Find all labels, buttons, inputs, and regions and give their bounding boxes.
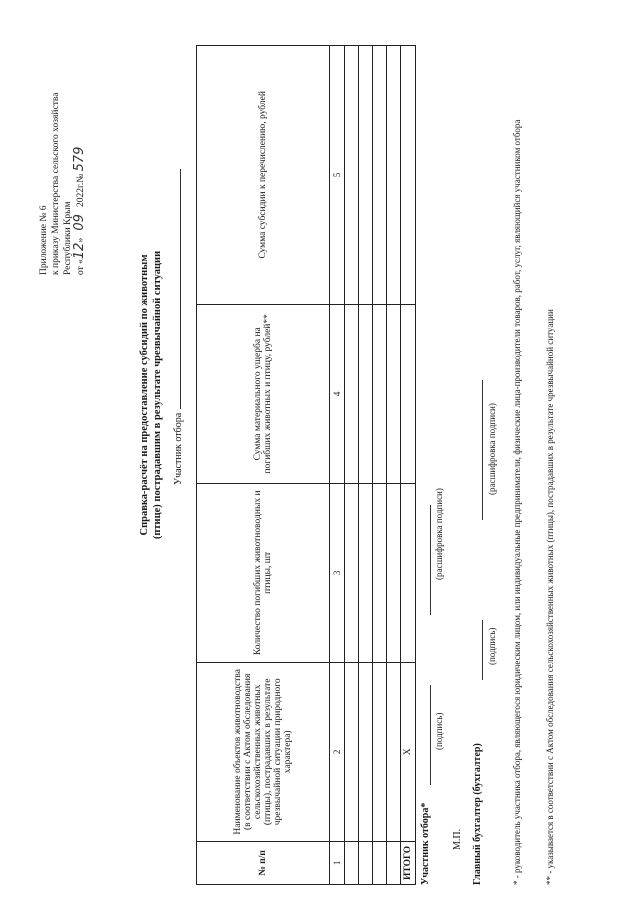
header-number: № п/п [197, 841, 330, 884]
total-mark: X [401, 662, 416, 841]
table-cell [387, 304, 401, 483]
table-header-row [197, 45, 330, 884]
accountant-signature-line [482, 620, 483, 680]
table-number-row [330, 45, 345, 884]
signature-caption-2: (подпись) [487, 627, 497, 665]
table-cell [359, 304, 373, 483]
col-number-1: 1 [330, 841, 345, 884]
accountant-label: Главный бухгалтер (бухгалтер) [472, 743, 483, 885]
subsidy-table [196, 45, 416, 885]
stamp-place: М.П. [452, 828, 463, 850]
date-month: 09 [72, 214, 87, 231]
table-cell [387, 45, 401, 304]
table-cell [345, 841, 359, 884]
col-number-5: 5 [330, 45, 345, 304]
header-damage: Сумма материального ущерба на погибших животных и птицу, рублей** [197, 304, 330, 483]
col-number-3: 3 [330, 483, 345, 662]
table-cell [345, 483, 359, 662]
participant-field [170, 169, 184, 485]
date-mid: » [76, 237, 86, 243]
decode-caption: (расшифровка подписи) [434, 488, 444, 580]
table-cell [345, 304, 359, 483]
signature-caption: (подпись) [434, 712, 444, 750]
appendix-date-line [74, 35, 87, 275]
decode-caption-2: (расшифровка подписи) [487, 403, 497, 495]
table-cell [359, 841, 373, 884]
title-line-1: Справка-расчёт на предоставление субсидий по животным [139, 254, 150, 536]
col-number-4: 4 [330, 304, 345, 483]
table-row [373, 45, 387, 884]
table-cell [373, 841, 387, 884]
participant-signature-line [430, 685, 431, 785]
date-year-label: 2022г.№ [76, 173, 86, 207]
appendix-line-2: к приказу Министерства сельского хозяйства [51, 92, 61, 275]
order-number: 579 [72, 146, 87, 172]
header-count: Количество погибших животноводных и птицы, шт [197, 483, 330, 662]
participant-label: Участник отбора [173, 412, 184, 485]
table-cell [387, 841, 401, 884]
title-line-2: (птице) пострадавшим в результате чрезвычайной ситуации [152, 250, 163, 540]
table-cell [373, 45, 387, 304]
header-objects: Наименование объектов животноводства (в соответствии с Актом обследования сельскохозяйственных животных (птицы), пострадавших в результате чрезвычайной ситуации природного характера) [197, 662, 330, 841]
table-row [345, 45, 359, 884]
appendix-line-3: Республики Крым [63, 201, 73, 275]
date-day: 12 [72, 242, 87, 260]
table-cell [401, 45, 416, 304]
participant-signature-label: Участник отбора* [420, 802, 431, 885]
header-subsidy: Сумма субсидии к перечислению, рублей [197, 45, 330, 304]
table-cell [387, 662, 401, 841]
footnote-1: * - руководитель участника отбора, являющегося юридическим лицом, или индивидуальные предприниматели, физические лица-производители товаров, работ, услуг, являющийся участником отбора [512, 119, 522, 885]
col-number-2: 2 [330, 662, 345, 841]
appendix-block [38, 35, 87, 275]
table-cell [401, 304, 416, 483]
table-cell [373, 662, 387, 841]
table-cell [359, 662, 373, 841]
table-cell [345, 662, 359, 841]
table-cell [359, 483, 373, 662]
footnote-2: ** - указывается в соответствии с Актом обследования сельскохозяйственных животных (птицы), пострадавших в результате чрезвычайной ситуации [545, 309, 555, 885]
table-cell [345, 45, 359, 304]
table-row [387, 45, 401, 884]
participant-underline [170, 169, 181, 409]
date-prefix: от « [76, 259, 86, 275]
appendix-line-1: Приложение № 6 [39, 205, 49, 275]
accountant-decode-line [482, 380, 483, 520]
table-cell [359, 45, 373, 304]
table-cell [401, 483, 416, 662]
table-total-row [401, 45, 416, 884]
participant-decode-line [430, 505, 431, 615]
table-row [359, 45, 373, 884]
table-cell [387, 483, 401, 662]
total-label: ИТОГО [401, 841, 416, 884]
table-cell [373, 483, 387, 662]
document-title [138, 185, 164, 605]
table-cell [373, 304, 387, 483]
